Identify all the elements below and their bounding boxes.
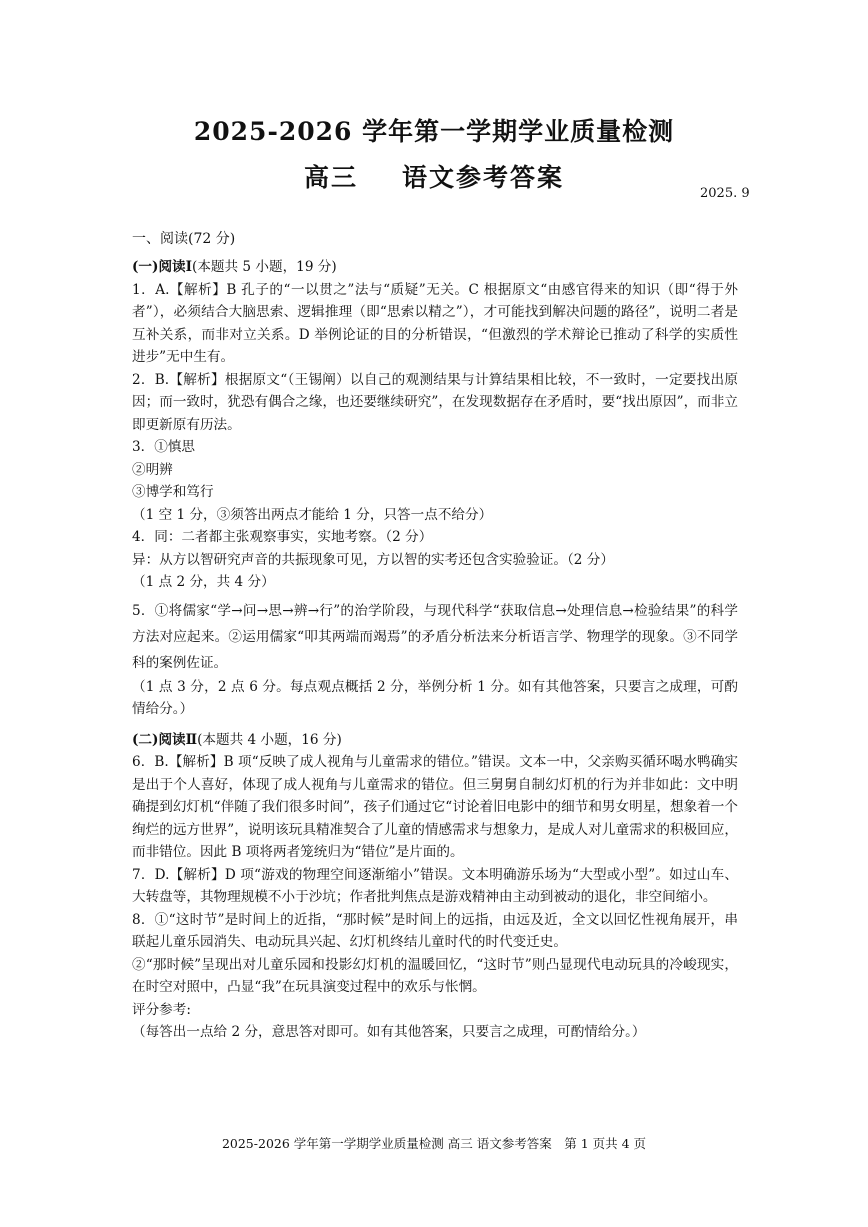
document-title: 2025-2026 学年第一学期学业质量检测 — [193, 117, 675, 146]
score-note-q3: （1 空 1 分，③须答出两点才能给 1 分，只答一点不给分） — [132, 506, 493, 523]
grade-label: 高三 — [303, 163, 358, 192]
answer-q4-line: 异：从方以智研究声音的共振现象可见，方以智的实考还包含实验验证。（2 分） — [132, 551, 614, 568]
answer-q1: 1．A.【解析】B 孔子的“一以贯之”法与“质疑”无关。C 根据原文“由感官得来的知识（即“得于外者”），必须结合大脑思索、逻辑推理（即“思索以精之”），才可能找到解决问题的路径”，说明二者是互补关系，而非对立关系。D 举例论证的目的分析错误，“但激烈的学术辩论已推动了科学的实质性进步”无中生有。 — [132, 281, 738, 365]
part-note: (本题共 5 小题，19 分) — [192, 259, 337, 275]
answer-q3-line: 3．①慎思 — [132, 439, 196, 455]
part-heading-reading-2 — [132, 729, 738, 752]
answer-content — [132, 256, 738, 1044]
scoring-reference-label: 评分参考: — [132, 1001, 191, 1018]
answer-q7: 7．D.【解析】D 项“游戏的物理空间逐渐缩小”错误。文本明确游乐场为“大型或小型”。如过山车、大转盘等，其物理规模不小于沙坑；作者批判焦点是游戏精神由主动到被动的退化，非空间缩小。 — [132, 866, 738, 905]
part-label: (二)阅读Ⅱ — [132, 731, 198, 748]
part-heading-reading-1 — [132, 256, 738, 279]
page-footer: 2025-2026 学年第一学期学业质量检测 高三 语文参考答案 第 1 页共 4 页 — [221, 1136, 647, 1151]
answer-q3-line: ②明辨 — [132, 461, 173, 478]
answer-q2: 2．B.【解析】根据原文“（王锡阐）以自己的观测结果与计算结果相比较，不一致时，一定要找出原因；而一致时，犹恐有偶合之缘，也还要继续研究”，在发现数据存在矛盾时，要“找出原因”，而非立即更新原有历法。 — [132, 371, 738, 433]
subject-label: 语文参考答案 — [402, 163, 565, 192]
answer-q8-line: ②“那时候”呈现出对儿童乐园和投影幻灯机的温暖回忆，“这时节”则凸显现代电动玩具的冷峻现实，在时空对照中，凸显“我”在玩具演变过程中的欢乐与怅惘。 — [132, 956, 738, 995]
score-note-q5: （1 点 3 分，2 点 6 分。每点观点概括 2 分，举例分析 1 分。如有其他答案，只要言之成理，可酌情给分。） — [132, 678, 738, 717]
section-heading-reading: 一、阅读(72 分) — [132, 231, 236, 247]
part-label: (一)阅读Ⅰ — [132, 259, 193, 275]
score-note-q4: （1 点 2 分，共 4 分） — [132, 574, 275, 590]
answer-q5: 5．①将儒家“学→问→思→辨→行”的治学阶段，与现代科学“获取信息→处理信息→检验结果”的科学方法对应起来。②运用儒家“叩其两端而竭焉”的矛盾分析法来分析语言学、物理学的现象。③不同学科的案例佐证。 — [132, 602, 738, 671]
score-note-q8: （每答出一点给 2 分，意思答对即可。如有其他答案，只要言之成理，可酌情给分。） — [132, 1024, 646, 1040]
answer-q3-line: ③博学和笃行 — [132, 484, 214, 500]
answer-q8-line: 8．①“这时节”是时间上的近指，“那时候”是时间上的远指，由远及近，全文以回忆性视角展开，串联起儿童乐园消失、电动玩具兴起、幻灯机终结儿童时代的时代变迁史。 — [132, 911, 738, 950]
part-note: (本题共 4 小题，16 分) — [197, 731, 342, 748]
document-date: 2025. 9 — [700, 186, 750, 201]
answer-q6: 6．B.【解析】B 项“反映了成人视角与儿童需求的错位。”错误。文本一中，父亲购买循环喝水鸭确实是出于个人喜好，体现了成人视角与儿童需求的错位。但三舅舅自制幻灯机的行为并非如此：文中明确提到幻灯机“伴随了我们很多时间”，孩子们通过它“讨论着旧电影中的细节和男女明星，想象着一个绚烂的远方世界”，说明该玩具精准契合了儿童的情感需求与想象力，是成人对儿童需求的积极回应，而非错位。因此 B 项将两者笼统归为“错位”是片面的。 — [132, 754, 738, 860]
answer-q4-line: 4．同：二者都主张观察事实，实地考察。（2 分） — [132, 529, 433, 545]
